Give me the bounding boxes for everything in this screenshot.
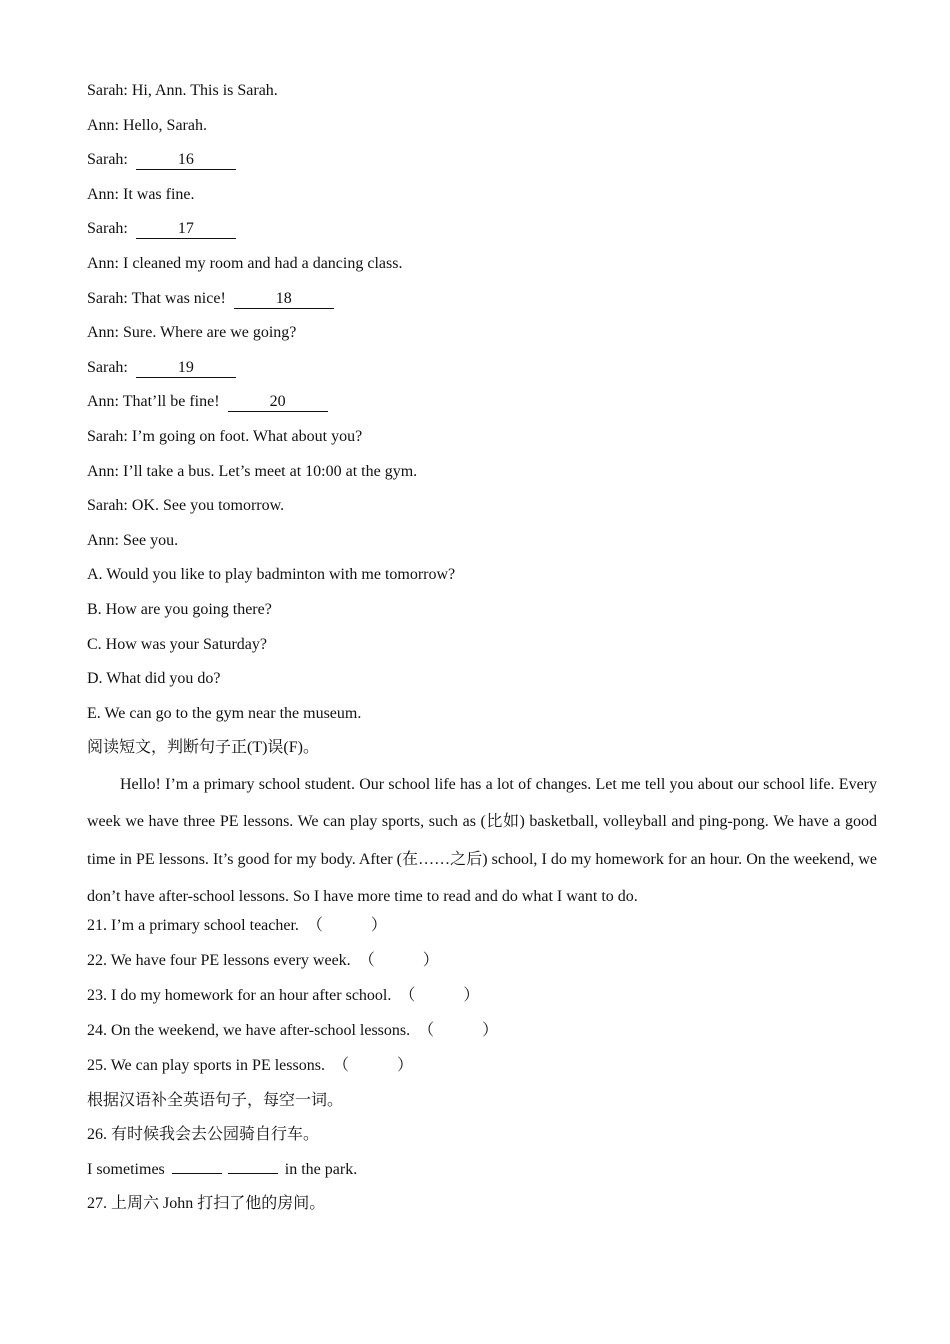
dialogue-text: Ann: Sure. Where are we going?	[87, 324, 297, 342]
sentence-end: in the park.	[284, 1160, 358, 1178]
dialogue-text: Sarah:	[87, 151, 128, 169]
dialogue-text: Ann: I’ll take a bus. Let’s meet at 10:00 at the gym.	[87, 462, 418, 480]
option-e: E. We can go to the gym near the museum.	[87, 704, 362, 722]
answer-blank-19[interactable]: 19	[136, 359, 236, 378]
option-b: B. How are you going there?	[87, 600, 272, 618]
reading-section	[87, 735, 877, 1087]
dialogue-line	[87, 216, 877, 251]
question-26-english	[87, 1157, 877, 1192]
dialogue-line	[87, 459, 877, 494]
question-text: 24. On the weekend, we have after-school lessons.	[87, 1021, 411, 1039]
answer-blank-20[interactable]: 20	[228, 393, 328, 412]
dialogue-text: Sarah:	[87, 220, 128, 238]
dialogue-text: Ann: See you.	[87, 531, 179, 549]
dialogue-text: Ann: That’ll be fine!	[87, 393, 220, 411]
fill-blank-1[interactable]	[172, 1173, 222, 1174]
translation-instruction: 根据汉语补全英语句子，每空一词。	[87, 1091, 344, 1109]
dialogue-text: Sarah: That was nice!	[87, 289, 226, 307]
question-text: 23. I do my homework for an hour after school.	[87, 986, 392, 1004]
question-24	[87, 1018, 877, 1053]
question-text: 21. I’m a primary school teacher.	[87, 916, 299, 934]
dialogue-text: Sarah: OK. See you tomorrow.	[87, 497, 285, 515]
dialogue-text: Sarah: I’m going on foot. What about you?	[87, 427, 363, 445]
question-25	[87, 1053, 877, 1088]
worksheet-page	[87, 78, 877, 1226]
translation-section	[87, 1088, 877, 1226]
dialogue-line	[87, 424, 877, 459]
question-27-chinese: 27. 上周六 John 打扫了他的房间。	[87, 1195, 326, 1213]
dialogue-line	[87, 113, 877, 148]
dialogue-text: Sarah:	[87, 358, 128, 376]
answer-paren[interactable]: （ ）	[418, 1021, 499, 1039]
question-23	[87, 983, 877, 1018]
dialogue-section	[87, 78, 877, 562]
dialogue-text: Ann: I cleaned my room and had a dancing class.	[87, 254, 403, 272]
answer-blank-16[interactable]: 16	[136, 151, 236, 170]
dialogue-line	[87, 320, 877, 355]
option-d: D. What did you do?	[87, 670, 221, 688]
question-26-chinese: 26. 有时候我会去公园骑自行车。	[87, 1126, 320, 1144]
fill-blank-2[interactable]	[228, 1173, 278, 1174]
answer-paren[interactable]: （ ）	[358, 951, 439, 969]
dialogue-line	[87, 251, 877, 286]
reading-instruction: 阅读短文，判断句子正(T)误(F)。	[87, 739, 319, 757]
dialogue-line	[87, 147, 877, 182]
dialogue-text: Ann: It was fine.	[87, 185, 195, 203]
answer-blank-17[interactable]: 17	[136, 220, 236, 239]
dialogue-line	[87, 355, 877, 390]
answer-blank-18[interactable]: 18	[234, 290, 334, 309]
answer-paren[interactable]: （ ）	[399, 986, 480, 1004]
question-22	[87, 948, 877, 983]
dialogue-line	[87, 528, 877, 563]
question-text: 25. We can play sports in PE lessons.	[87, 1056, 325, 1074]
option-c: C. How was your Saturday?	[87, 635, 267, 653]
answer-paren[interactable]: （ ）	[332, 1056, 413, 1074]
options-list	[87, 562, 877, 735]
reading-passage	[87, 766, 877, 916]
question-text: 22. We have four PE lessons every week.	[87, 951, 351, 969]
answer-paren[interactable]: （ ）	[306, 916, 387, 934]
question-21	[87, 913, 877, 948]
option-a: A. Would you like to play badminton with me tomorrow?	[87, 566, 456, 584]
dialogue-text: Ann: Hello, Sarah.	[87, 116, 207, 134]
reading-passage-text: Hello! I’m a primary school student. Our school life has a lot of changes. Let me tell you about our school life. Every week we have three PE lessons. We can play sports, such as (比如) basketball, volleyball and ping-pong. We have a good time in PE lessons. It’s good for my body. After (在……之后) school, I do my homework for an hour. On the weekend, we don’t have after-school lessons. So I have more time to read and do what I want to do.	[87, 775, 877, 906]
dialogue-line	[87, 389, 877, 424]
dialogue-line	[87, 493, 877, 528]
sentence-start: I sometimes	[87, 1160, 165, 1178]
dialogue-line	[87, 182, 877, 217]
dialogue-line	[87, 286, 877, 321]
dialogue-line	[87, 78, 877, 113]
dialogue-text: Sarah: Hi, Ann. This is Sarah.	[87, 82, 278, 99]
